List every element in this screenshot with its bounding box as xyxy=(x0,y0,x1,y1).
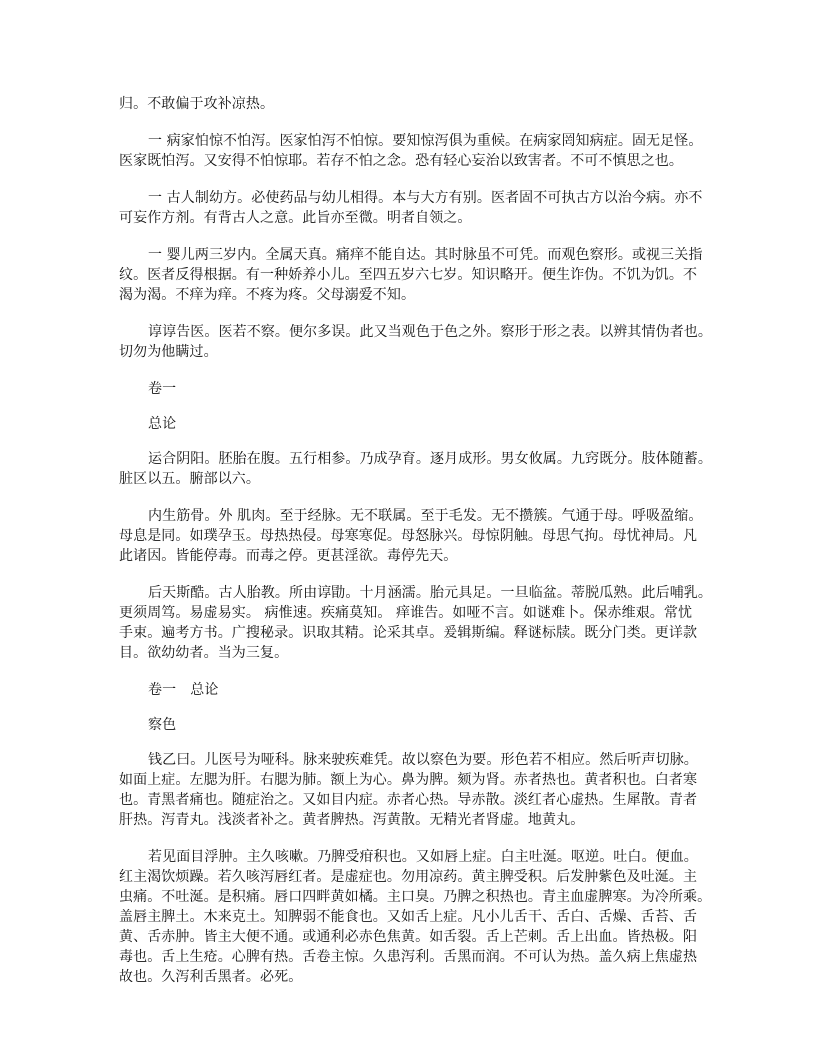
text-line: 一 古人制幼方。必使药品与幼儿相得。本与大方有别。医者固不可执古方以治今病。亦不 xyxy=(148,190,703,206)
paragraph xyxy=(119,131,709,171)
text-line: 母息是同。如璞孕玉。母热热侵。母寒寒促。母怒脉兴。母惊阴触。母思气拘。母忧神局。凡 xyxy=(119,528,698,544)
text-line: 纹。医者反得根据。有一种娇养小儿。至四五岁六七岁。知识略开。便生诈伪。不饥为饥。不 xyxy=(119,267,698,283)
text-line: 黄、舌赤肿。皆主大便不通。或通利必赤色焦黄。如舌裂。舌上芒刺。舌上出血。皆热极。阳 xyxy=(119,929,698,945)
text-line: 肝热。泻青丸。浅淡者补之。黄者脾热。泻黄散。无精光者肾虚。地黄丸。 xyxy=(119,812,585,828)
text-line: 谆谆告医。医若不察。便尔多误。此又当观色于色之外。察形于形之表。以辨其情伪者也。 xyxy=(148,324,712,340)
document-page xyxy=(119,94,712,1004)
text-line: 毒也。舌上生疮。心脾有热。舌卷主惊。久患泻利。舌黑而润。不可认为热。盖久病上焦虚热 xyxy=(119,949,698,965)
section-heading xyxy=(119,680,709,700)
text-line: 更须周笃。易虚易实。 病惟速。疾痛莫知。 痒谁告。如哑不言。如谜难卜。保赤维艰。常忧 xyxy=(119,605,693,621)
text-line: 如面上症。左腮为肝。右腮为肺。额上为心。鼻为脾。颏为肾。赤者热也。黄者积也。白者寒 xyxy=(119,772,698,788)
text-line: 卷一 总论 xyxy=(148,682,219,698)
text-line: 也。青黑者痛也。随症治之。又如目内症。赤者心热。导赤散。淡红者心虚热。生犀散。青者 xyxy=(119,792,698,808)
text-line: 察色 xyxy=(148,717,177,733)
section-heading xyxy=(119,379,709,399)
paragraph xyxy=(119,322,712,362)
text-line: 故也。久泻利舌黑者。必死。 xyxy=(119,969,303,985)
paragraph xyxy=(119,94,709,114)
text-line: 目。欲幼幼者。当为三复。 xyxy=(119,645,289,661)
paragraph xyxy=(119,583,712,663)
paragraph xyxy=(119,750,709,830)
text-line: 红主渴饮烦躁。若久咳泻唇红者。是虚症也。勿用凉药。黄主脾受积。后发肿紫色及吐涎。主 xyxy=(119,869,698,885)
text-line: 归。不敢偏于攻补凉热。 xyxy=(119,96,275,112)
paragraph xyxy=(119,847,712,987)
section-heading xyxy=(119,414,709,434)
text-line: 内生筋骨。外 肌肉。至于经脉。无不联属。至于毛发。无不攒簇。气通于母。呼吸盈缩。 xyxy=(148,508,703,524)
text-line: 钱乙曰。儿医号为哑科。脉来驶疾难凭。故以察色为要。形色若不相应。然后听声切脉。 xyxy=(148,752,698,768)
text-line: 渴为渴。不痒为痒。不疼为疼。父母溺爱不知。 xyxy=(119,287,416,303)
text-line: 脏区以五。腑部以六。 xyxy=(119,471,260,487)
text-line: 一 病家怕惊不怕泻。医家怕泻不怕惊。要知惊泻俱为重候。在病家罔知病症。固无足怪。 xyxy=(148,133,703,149)
paragraph xyxy=(119,449,712,489)
text-line: 医家既怕泻。又安得不怕惊耶。若存不怕之念。恐有轻心妄治以致害者。不可不慎思之也。 xyxy=(119,153,683,169)
text-line: 可妄作方剂。有背古人之意。此旨亦至微。明者自领之。 xyxy=(119,210,472,226)
paragraph xyxy=(119,506,709,566)
section-heading xyxy=(119,715,709,735)
text-line: 后天斯酷。古人胎教。所由谆勖。十月涵濡。胎元具足。一旦临盆。蒂脱瓜熟。此后哺乳。 xyxy=(148,585,712,601)
text-line: 此诸因。皆能停毒。而毒之停。更甚淫欲。毒停先天。 xyxy=(119,548,458,564)
text-line: 切勿为他瞒过。 xyxy=(119,344,218,360)
text-line: 一 婴儿两三岁内。全属天真。痛痒不能自达。其时脉虽不可凭。而观色察形。或视三关指 xyxy=(148,247,703,263)
text-line: 虫痛。不吐涎。是积痛。唇口四畔黄如橘。主口臭。乃脾之积热也。青主血虚脾寒。为冷所乘。 xyxy=(119,889,712,905)
text-line: 手束。遍考方书。广搜秘录。识取其精。论采其卓。爰辑斯编。释谜标牍。既分门类。更详款 xyxy=(119,625,698,641)
paragraph xyxy=(119,188,709,228)
text-line: 卷一 xyxy=(148,381,177,397)
text-line: 若见面目浮肿。主久咳嗽。乃脾受疳积也。又如唇上症。白主吐涎。呕逆。吐白。便血。 xyxy=(148,849,698,865)
text-line: 总论 xyxy=(148,416,177,432)
text-line: 运合阴阳。胚胎在腹。五行相参。乃成孕育。逐月成形。男女攸属。九窍既分。肢体随蓄。 xyxy=(148,451,712,467)
text-line: 盖唇主脾土。木来克土。知脾弱不能食也。又如舌上症。凡小儿舌干、舌白、舌燥、舌苔、舌 xyxy=(119,909,698,925)
paragraph xyxy=(119,245,709,305)
